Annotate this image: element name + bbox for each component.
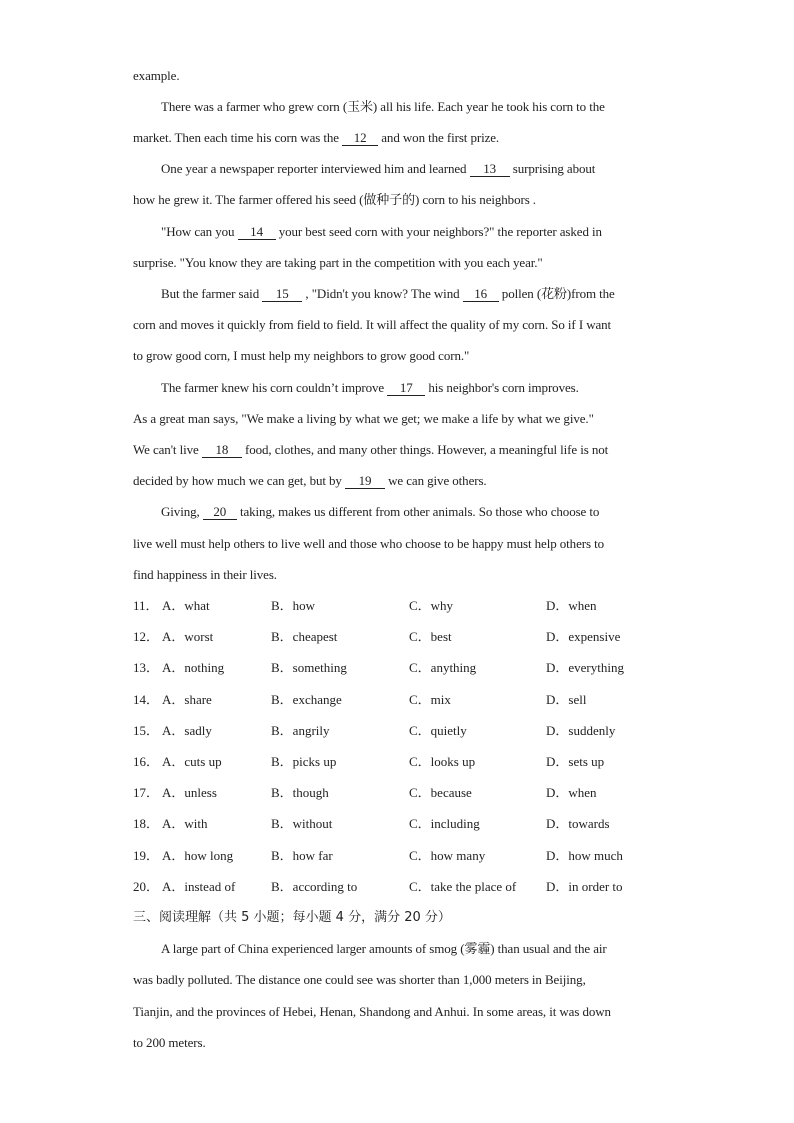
blank-19: 19 xyxy=(345,474,385,489)
option-d: D．when xyxy=(546,598,597,613)
option-b: B．without xyxy=(271,816,333,831)
text-run: "How can you xyxy=(161,224,238,239)
question-row xyxy=(133,848,693,864)
passage-line xyxy=(161,161,595,177)
reading-line: was badly polluted. The distance one could see was shorter than 1,000 meters in Beijing, xyxy=(133,972,586,987)
option-a: A．with xyxy=(162,816,208,831)
option-b: B．how far xyxy=(271,848,333,863)
option-a: A．nothing xyxy=(162,660,225,675)
question-number: 19． xyxy=(133,848,160,863)
text-run: , "Didn't you know? The wind xyxy=(302,286,463,301)
passage-line xyxy=(161,286,615,302)
reading-line: A large part of China experienced larger amounts of smog (雾霾) than usual and the air xyxy=(161,941,607,956)
option-b: B．according to xyxy=(271,879,358,894)
option-a: A．unless xyxy=(162,785,217,800)
question-number: 18． xyxy=(133,816,160,831)
option-c: C．including xyxy=(409,816,480,831)
passage-line: As a great man says, "We make a living by what we get; we make a life by what we give." xyxy=(133,411,594,426)
question-row xyxy=(133,660,693,676)
option-d: D．suddenly xyxy=(546,723,616,738)
text-run: and won the first prize. xyxy=(378,130,500,145)
text-run: taking, makes us different from other animals. So those who choose to xyxy=(236,504,600,519)
question-number: 16． xyxy=(133,754,160,769)
passage-line xyxy=(133,130,499,146)
passage-line: There was a farmer who grew corn (玉米) all his life. Each year he took his corn to the xyxy=(161,99,605,114)
option-b: B．picks up xyxy=(271,754,337,769)
passage-line: to grow good corn, I must help my neighbors to grow good corn." xyxy=(133,348,470,363)
option-c: C．because xyxy=(409,785,472,800)
option-c: C．quietly xyxy=(409,723,467,738)
text-run: Giving, xyxy=(161,504,203,519)
text-run: food, clothes, and many other things. However, a meaningful life is not xyxy=(241,442,609,457)
option-d: D．when xyxy=(546,785,597,800)
option-d: D．everything xyxy=(546,660,624,675)
passage-line: live well must help others to live well and those who choose to be happy must help others to xyxy=(133,536,604,551)
text-run: We can't live xyxy=(133,442,202,457)
question-number: 17． xyxy=(133,785,160,800)
passage-line xyxy=(161,224,602,240)
question-number: 15． xyxy=(133,723,160,738)
option-b: B．cheapest xyxy=(271,629,338,644)
option-b: B．angrily xyxy=(271,723,330,738)
question-row xyxy=(133,816,693,832)
passage-line xyxy=(161,504,599,520)
option-c: C．how many xyxy=(409,848,486,863)
option-b: B．though xyxy=(271,785,329,800)
text-run: But the farmer said xyxy=(161,286,263,301)
passage-line: how he grew it. The farmer offered his seed (做种子的) corn to his neighbors . xyxy=(133,192,536,207)
blank-13: 13 xyxy=(470,162,510,177)
blank-20: 20 xyxy=(203,505,237,520)
option-c: C．why xyxy=(409,598,454,613)
blank-14: 14 xyxy=(238,225,276,240)
question-row xyxy=(133,754,693,770)
question-number: 14． xyxy=(133,692,160,707)
passage-line xyxy=(161,380,579,396)
text-run: surprising about xyxy=(509,161,596,176)
text-run: pollen (花粉)from the xyxy=(498,286,615,301)
passage-line: example. xyxy=(133,68,180,83)
option-a: A．what xyxy=(162,598,210,613)
option-b: B．how xyxy=(271,598,316,613)
option-b: B．something xyxy=(271,660,347,675)
passage-line: find happiness in their lives. xyxy=(133,567,277,582)
option-a: A．share xyxy=(162,692,212,707)
question-row xyxy=(133,692,693,708)
option-a: A．cuts up xyxy=(162,754,222,769)
option-c: C．best xyxy=(409,629,452,644)
question-number: 20． xyxy=(133,879,160,894)
question-row xyxy=(133,723,693,739)
question-number: 12． xyxy=(133,629,160,644)
option-d: D．towards xyxy=(546,816,610,831)
blank-12: 12 xyxy=(342,131,378,146)
option-d: D．sell xyxy=(546,692,587,707)
option-a: A．sadly xyxy=(162,723,212,738)
question-row xyxy=(133,879,693,895)
option-b: B．exchange xyxy=(271,692,342,707)
option-d: D．how much xyxy=(546,848,623,863)
question-row xyxy=(133,785,693,801)
option-c: C．looks up xyxy=(409,754,476,769)
text-run: The farmer knew his corn couldn’t improve xyxy=(161,380,388,395)
option-d: D．in order to xyxy=(546,879,623,894)
blank-17: 17 xyxy=(387,381,425,396)
option-c: C．take the place of xyxy=(409,879,517,894)
passage-line xyxy=(133,442,608,458)
option-c: C．anything xyxy=(409,660,477,675)
reading-line: Tianjin, and the provinces of Hebei, Henan, Shandong and Anhui. In some areas, it was down xyxy=(133,1004,611,1019)
option-d: D．sets up xyxy=(546,754,605,769)
text-run: market. Then each time his corn was the xyxy=(133,130,343,145)
blank-18: 18 xyxy=(202,443,242,458)
text-run: we can give others. xyxy=(384,473,487,488)
passage-line: surprise. "You know they are taking part in the competition with you each year." xyxy=(133,255,543,270)
option-a: A．how long xyxy=(162,848,234,863)
blank-16: 16 xyxy=(463,287,499,302)
text-run: One year a newspaper reporter interviewed him and learned xyxy=(161,161,470,176)
question-number: 13． xyxy=(133,660,160,675)
reading-line: to 200 meters. xyxy=(133,1035,206,1050)
passage-line: corn and moves it quickly from field to field. It will affect the quality of my corn. So if I want xyxy=(133,317,612,332)
option-c: C．mix xyxy=(409,692,451,707)
option-d: D．expensive xyxy=(546,629,621,644)
option-a: A．worst xyxy=(162,629,214,644)
question-number: 11． xyxy=(133,598,159,613)
question-row xyxy=(133,598,693,614)
passage-line xyxy=(133,473,487,489)
section-heading: 三、阅读理解（共 5 小题；每小题 4 分，满分 20 分） xyxy=(133,910,451,925)
question-row xyxy=(133,629,693,645)
text-run: decided by how much we can get, but by xyxy=(133,473,345,488)
text-run: his neighbor's corn improves. xyxy=(425,380,579,395)
text-run: your best seed corn with your neighbors?" the reporter asked in xyxy=(275,224,602,239)
option-a: A．instead of xyxy=(162,879,236,894)
blank-15: 15 xyxy=(262,287,302,302)
